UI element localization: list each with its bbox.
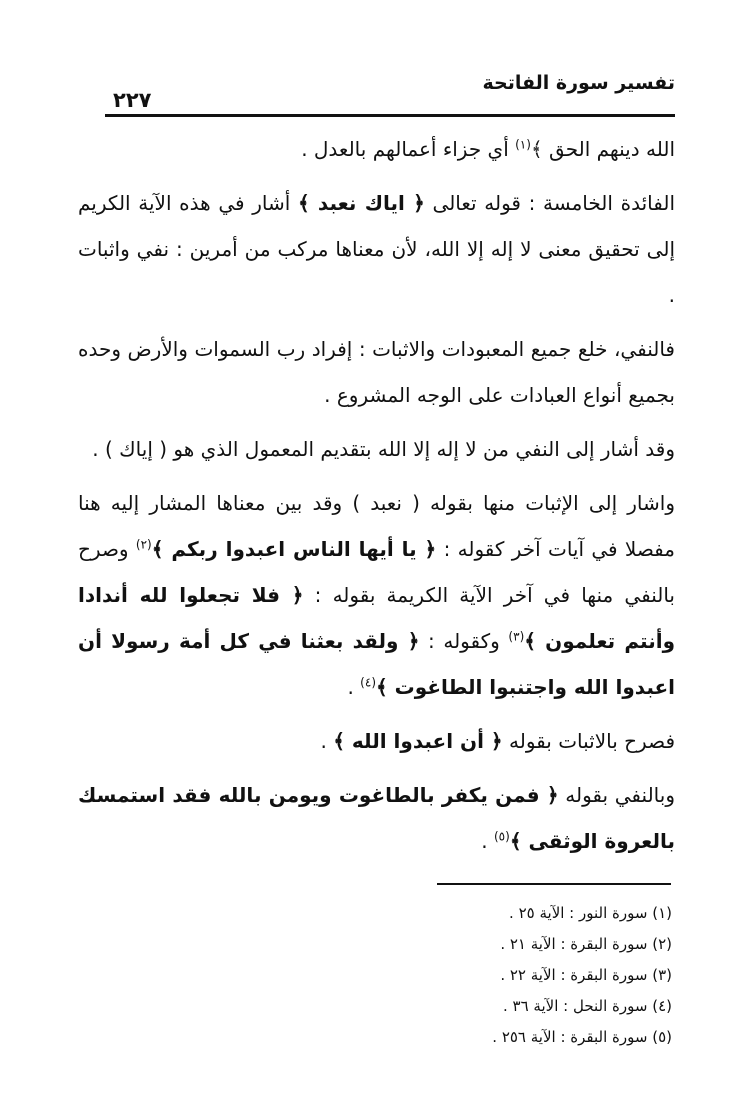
footnote-ref: (٤) xyxy=(360,675,376,690)
paragraph xyxy=(78,426,675,472)
text-run: فالنفي، خلع جميع المعبودات والاثبات : إفراد رب السموات والأرض وحده بجميع أنواع العبادات على الوجه المشروع . xyxy=(78,337,675,407)
footnote-ref: (٥) xyxy=(493,829,510,844)
quran-quote: ﴿ أن اعبدوا الله ﴾ xyxy=(333,729,503,753)
footnote: (٢) سورة البقرة : الآية ٢١ . xyxy=(500,935,672,953)
header-rule xyxy=(105,114,675,117)
text-run: الله دينهم الحق ﴾ xyxy=(530,137,675,161)
paragraph xyxy=(78,180,675,318)
text-run: . xyxy=(320,729,334,753)
quran-quote: ﴿ اياك نعبد ﴾ xyxy=(297,191,425,215)
text-run: . xyxy=(347,675,361,699)
text-run: واشار إلى الإثبات منها بقوله ( نعبد ) وقد بين معناها المشار إليه هنا مفصلا في آيات آخر كقوله : xyxy=(78,491,675,561)
footnote: (٤) سورة النحل : الآية ٣٦ . xyxy=(502,997,672,1015)
quran-quote: ﴿ يا أيها الناس اعبدوا ربكم ﴾ xyxy=(151,537,437,561)
quran-quote: ﴿ فمن يكفر بالطاغوت ويومن بالله فقد استمسك بالعروة الوثقى ﴾ xyxy=(78,783,675,853)
text-run: الفائدة الخامسة : قوله تعالى xyxy=(424,191,676,215)
footnote-ref: (٢) xyxy=(135,537,152,552)
quran-quote: ﴿ ولقد بعثنا في كل أمة رسولا أن اعبدوا الله واجتنبوا الطاغوت ﴾ xyxy=(78,629,675,699)
footnote-ref: (٣) xyxy=(508,629,525,644)
footnote-divider xyxy=(437,883,671,885)
paragraph xyxy=(78,718,675,764)
footnote: (٥) سورة البقرة : الآية ٢٥٦ . xyxy=(492,1028,672,1046)
page-header xyxy=(105,60,675,120)
paragraph xyxy=(78,326,675,418)
text-run: فصرح بالاثبات بقوله xyxy=(502,729,675,753)
footnote: (١) سورة النور : الآية ٢٥ . xyxy=(509,904,672,922)
text-run: وبالنفي بقوله xyxy=(558,783,675,807)
text-run: . xyxy=(481,829,494,853)
footnotes xyxy=(492,898,672,1053)
text-run: وكقوله : xyxy=(419,629,509,653)
text-run: أي جزاء أعمالهم بالعدل . xyxy=(301,137,516,161)
body-text xyxy=(78,126,675,872)
text-run: وصرح بالنفي منها في آخر الآية الكريمة بقوله : xyxy=(78,537,675,607)
paragraph xyxy=(78,480,675,710)
page-number: ٢٢٧ xyxy=(113,88,152,112)
paragraph xyxy=(78,772,675,864)
text-run: أشار في هذه الآية الكريم إلى تحقيق معنى لا إله إلا الله، لأن معناها مركب من أمرين : نفي واثبات . xyxy=(78,191,675,307)
footnote: (٣) سورة البقرة : الآية ٢٢ . xyxy=(500,966,672,984)
running-title: تفسير سورة الفاتحة xyxy=(482,72,675,94)
quran-quote: ﴿ فلا تجعلوا لله أندادا وأنتم تعلمون ﴾ xyxy=(78,583,676,653)
text-run: وقد أشار إلى النفي من لا إله إلا الله بتقديم المعمول الذي هو ( إياك ) . xyxy=(92,437,675,461)
paragraph xyxy=(78,126,675,172)
footnote-ref: (١) xyxy=(515,137,531,152)
